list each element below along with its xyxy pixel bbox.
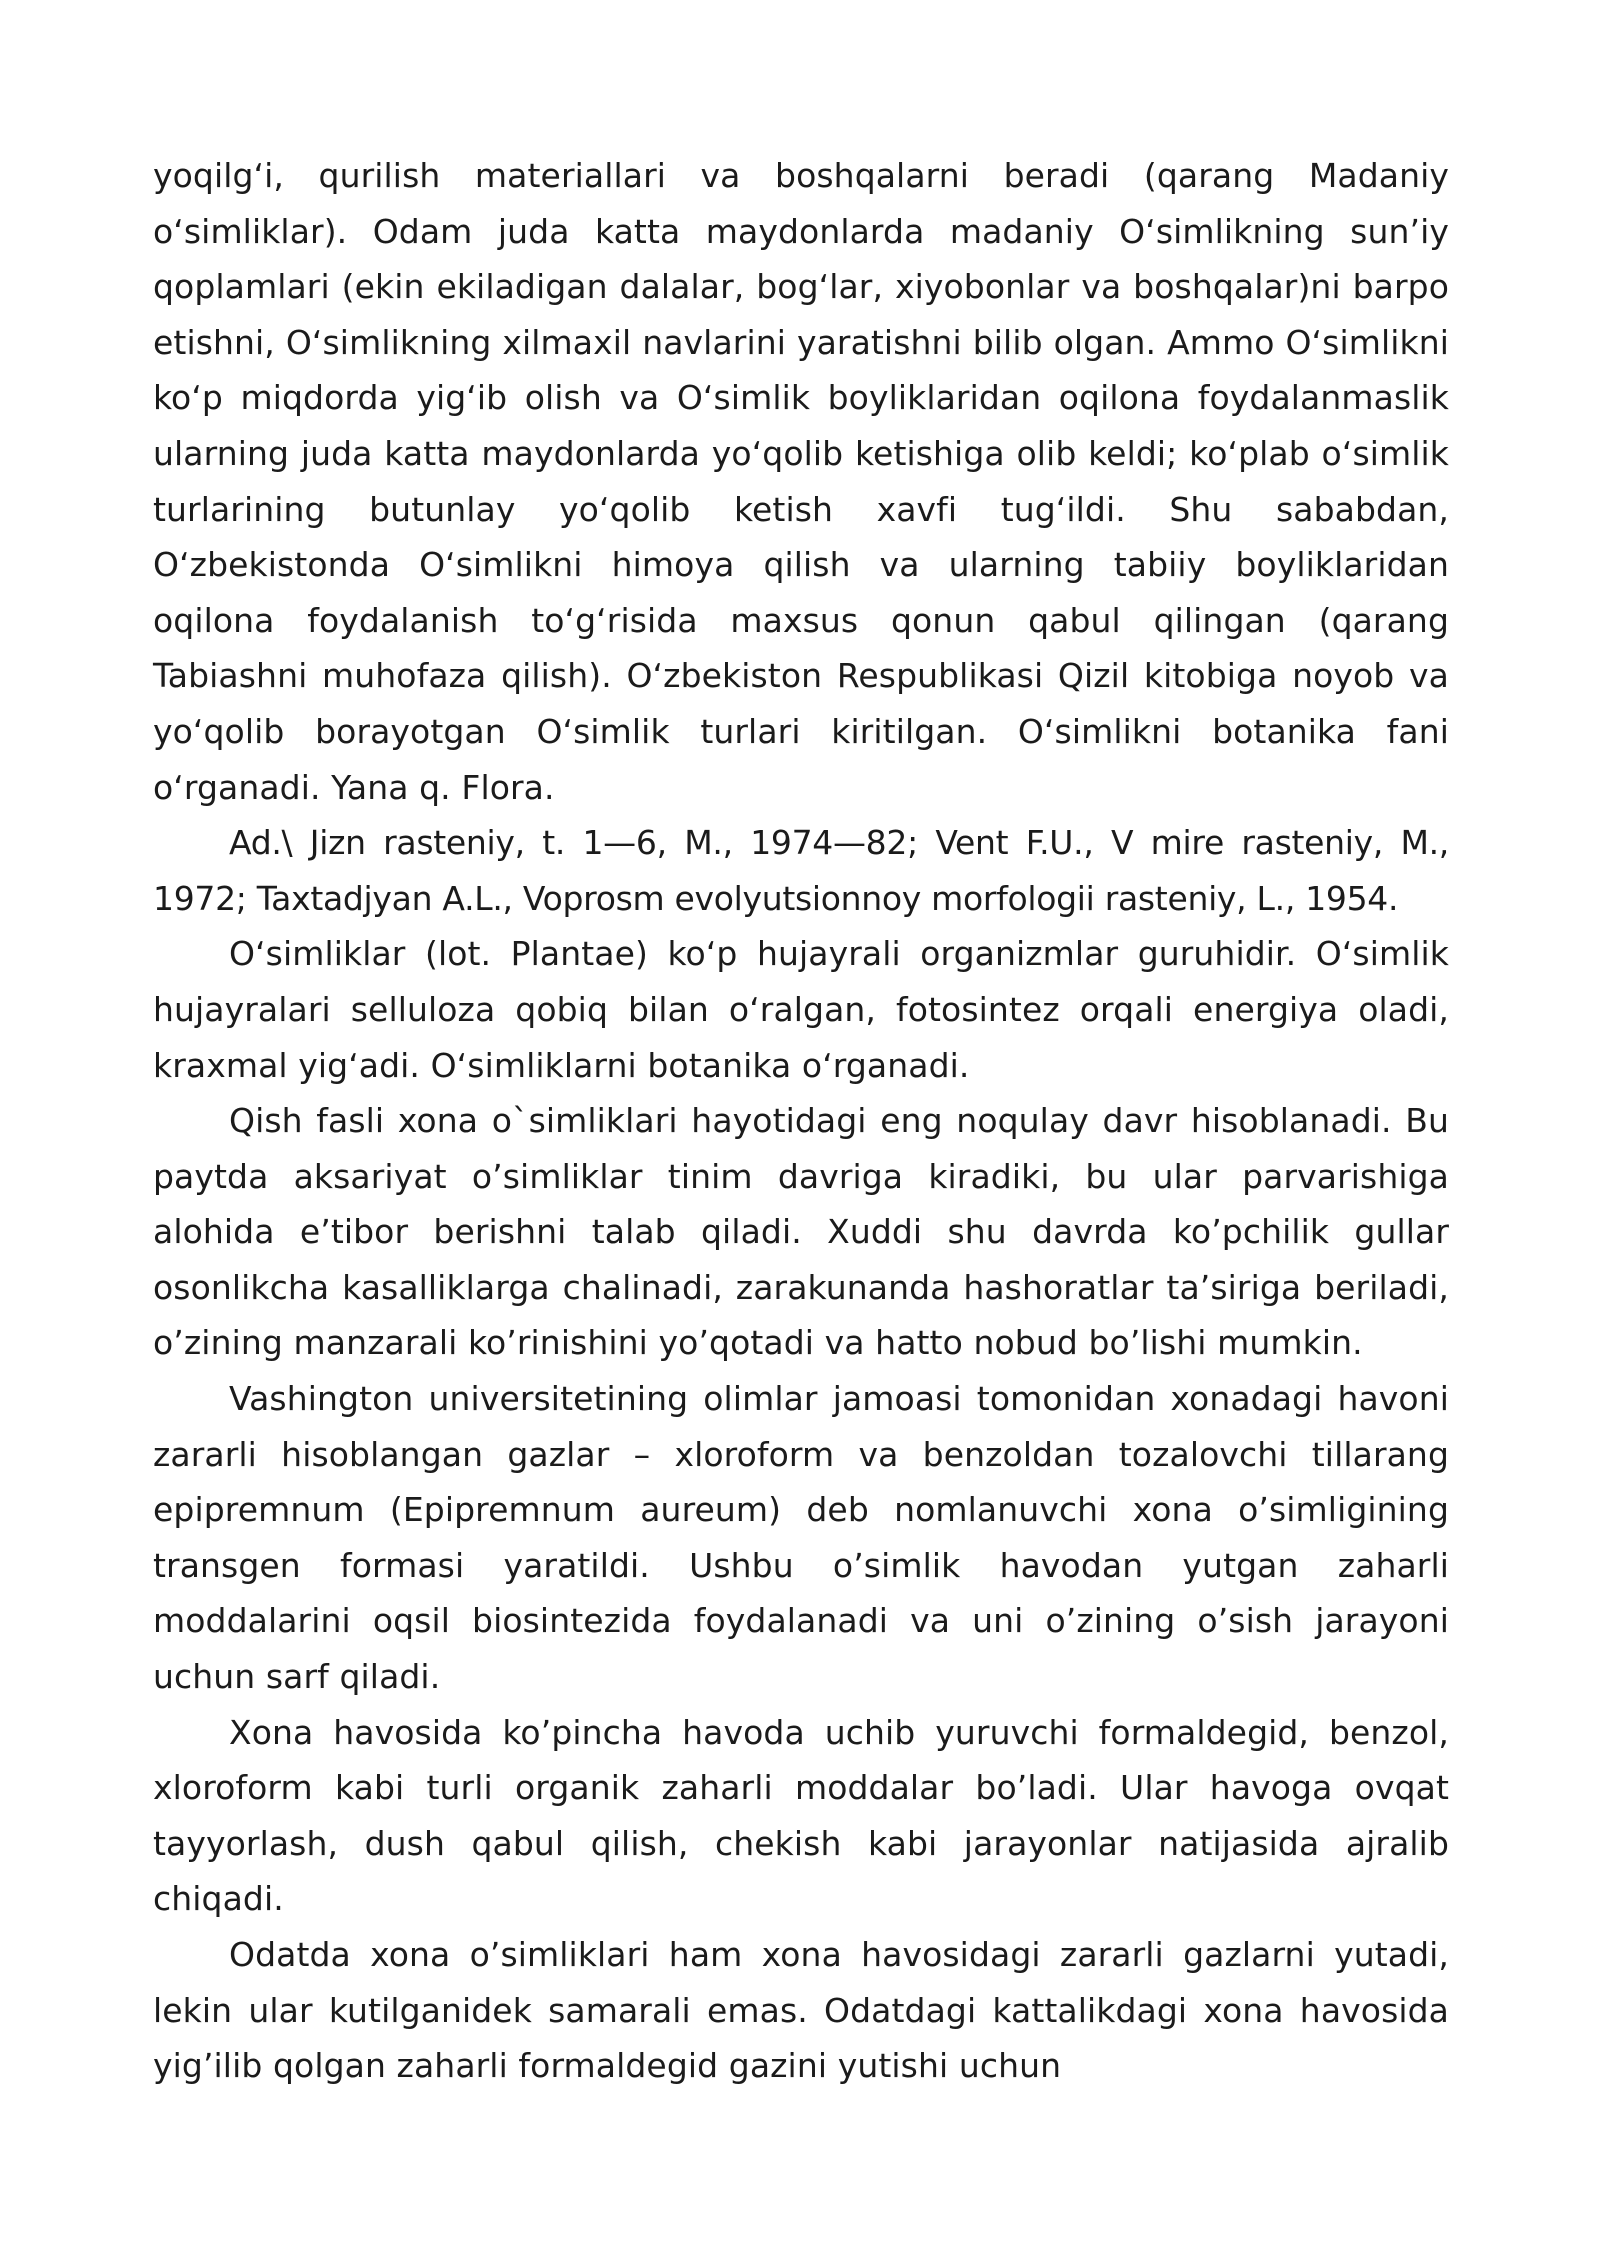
paragraph-winter-houseplants: Qish fasli xona o`simliklari hayotidagi eng noqulay davr hisoblanadi. Bu paytda aksariyat o’simliklar tinim davriga kiradiki, bu ular parvarishiga alohida e’tibor berishni talab qiladi. Xuddi shu davrda ko’pchilik gullar osonlikcha kasalliklarga chalinadi, zarakunanda hashoratlar ta’siriga beriladi, o’zining manzarali ko’rinishini yo’qotadi va hatto nobud bo’lishi mumkin. (153, 1101, 1449, 1363)
paragraph-plantae-definition: O‘simliklar (lot. Plantae) ko‘p hujayrali organizmlar guruhidir. O‘simlik hujayralari selluloza qobiq bilan o‘ralgan, fotosintez orqali energiya oladi, kraxmal yig‘adi. O‘simliklarni botanika o‘rganadi. (153, 934, 1449, 1085)
paragraph-references: Ad.\ Jizn rasteniy, t. 1—6, M., 1974—82; Vent F.U., V mire rasteniy, M., 1972; Taxtadjyan A.L., Voprosm evolyutsionnoy morfologii rasteniy, L., 1954. (153, 823, 1449, 918)
paragraph-indoor-air-toxins: Xona havosida ko’pincha havoda uchib yuruvchi formaldegid, benzol, xloroform kabi turli organik zaharli moddalar bo’ladi. Ular havoga ovqat tayyorlash, dush qabul qilish, chekish kabi jarayonlar natijasida ajralib chiqadi. (153, 1712, 1449, 1919)
paragraph-flora-protection: yoqilg‘i, qurilish materiallari va boshqalarni beradi (qarang Madaniy o‘simliklar). Odam juda katta maydonlarda madaniy O‘simlikning sun’iy qoplamlari (ekin ekiladigan dalalar, bog‘lar, xiyobonlar va boshqalar)ni barpo etishni, O‘simlikning xilmaxil navlarini yaratishni bilib olgan. Ammo O‘simlikni ko‘p miqdorda yig‘ib olish va O‘simlik boyliklaridan oqilona foydalanmaslik ularning juda katta maydonlarda yo‘qolib ketishiga olib keldi; ko‘plab o‘simlik turlarining butunlay yo‘qolib ketish xavfi tug‘ildi. Shu sababdan, O‘zbekistonda O‘simlikni himoya qilish va ularning tabiiy boyliklaridan oqilona foydalanish to‘g‘risida maxsus qonun qabul qilingan (qarang Tabiashni muhofaza qilish). O‘zbekiston Respublikasi Qizil kitobiga noyob va yo‘qolib borayotgan O‘simlik turlari kiritilgan. O‘simlikni botanika fani o‘rganadi. Yana q. Flora. (153, 156, 1449, 807)
document-body (153, 148, 1449, 2094)
paragraph-washington-research: Vashington universitetining olimlar jamoasi tomonidan xonadagi havoni zararli hisoblangan gazlar – xloroform va benzoldan tozalovchi tillarang epipremnum (Epipremnum aureum) deb nomlanuvchi xona o’simligining transgen formasi yaratildi. Ushbu o’simlik havodan yutgan zaharli moddalarini oqsil biosintezida foydalanadi va uni o’zining o’sish jarayoni uchun sarf qiladi. (153, 1379, 1449, 1697)
paragraph-houseplant-absorption: Odatda xona o’simliklari ham xona havosidagi zararli gazlarni yutadi, lekin ular kutilganidek samarali emas. Odatdagi kattalikdagi xona havosida yig’ilib qolgan zaharli formaldegid gazini yutishi uchun (153, 1935, 1449, 2086)
